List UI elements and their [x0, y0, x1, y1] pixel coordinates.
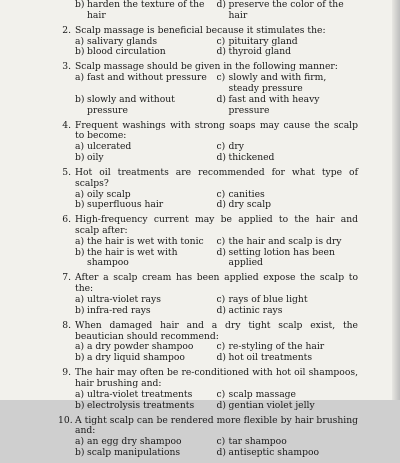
- option-row: [75, 73, 358, 95]
- option-letter: d): [216, 352, 226, 364]
- answer-option: [75, 95, 217, 117]
- option-letter: d): [216, 399, 226, 411]
- option-letter: d): [216, 199, 226, 211]
- option-letter: d): [216, 246, 226, 258]
- answer-option: [217, 200, 359, 211]
- option-letter: c): [216, 436, 226, 448]
- answer-option: [75, 0, 217, 22]
- option-text: thyroid gland: [228, 46, 292, 58]
- question-stem: [58, 368, 358, 390]
- option-letter: b): [75, 151, 85, 163]
- answer-options: [75, 142, 358, 164]
- option-letter: d): [216, 93, 226, 105]
- option-text: pituitary gland: [228, 35, 298, 47]
- answer-options: [75, 237, 358, 269]
- question-text: Hot oil treatments are recommended for what type of scalps?: [75, 166, 358, 189]
- option-letter: b): [75, 399, 85, 411]
- option-letter: a): [75, 188, 85, 200]
- question-number: 4.: [62, 119, 71, 131]
- option-text: ulcerated: [87, 141, 132, 153]
- option-letter: c): [216, 35, 226, 47]
- option-letter: c): [216, 341, 226, 353]
- question-number: 7.: [62, 272, 71, 284]
- option-letter: d): [216, 151, 226, 163]
- question-number: 2.: [62, 24, 71, 36]
- question-item: [58, 215, 358, 269]
- option-letter: a): [75, 388, 85, 400]
- option-text: fast and with heavy pressure: [228, 93, 320, 116]
- option-letter: a): [75, 235, 85, 247]
- question-number: 9.: [62, 367, 71, 379]
- answer-option: [217, 353, 359, 364]
- option-letter: d): [216, 446, 226, 458]
- option-row: [75, 390, 358, 401]
- answer-option: [217, 248, 359, 270]
- option-row: [75, 200, 358, 211]
- option-text: oily scalp: [87, 188, 131, 200]
- answer-option: [217, 401, 359, 412]
- question-item: [58, 168, 358, 211]
- answer-option: [75, 248, 217, 270]
- option-text: the hair and scalp is dry: [228, 235, 342, 247]
- answer-option: [217, 306, 359, 317]
- option-text: canities: [228, 188, 265, 200]
- answer-option: [75, 353, 217, 364]
- option-row: [75, 47, 358, 58]
- option-text: rays of blue light: [228, 294, 308, 306]
- option-text: infra-red rays: [87, 304, 151, 316]
- option-letter: b): [75, 352, 85, 364]
- option-letter: c): [216, 388, 226, 400]
- option-letter: b): [75, 46, 85, 58]
- answer-option: [217, 73, 359, 95]
- option-row: [75, 306, 358, 317]
- question-item: [58, 121, 358, 164]
- option-text: dry: [228, 141, 244, 153]
- page-edge-shadow: [392, 0, 400, 400]
- question-text: When damaged hair and a dry tight scalp exist, the beautician should recommend:: [75, 319, 358, 342]
- option-row: [75, 448, 358, 459]
- answer-option: [75, 47, 217, 58]
- option-letter: b): [75, 446, 85, 458]
- question-item: [58, 62, 358, 116]
- option-letter: a): [75, 294, 85, 306]
- option-row: [75, 248, 358, 270]
- option-text: dry scalp: [228, 199, 272, 211]
- answer-option: [217, 448, 359, 459]
- answer-options: [75, 190, 358, 212]
- answer-option: [217, 390, 359, 401]
- question-text: Scalp massage is beneficial because it stimulates the:: [75, 24, 326, 36]
- question-stem: [58, 168, 358, 190]
- answer-options: [75, 73, 358, 116]
- option-text: gentian violet jelly: [228, 399, 315, 411]
- option-text: a dry powder shampoo: [87, 341, 194, 353]
- option-text: oily: [87, 151, 104, 163]
- option-letter: c): [216, 235, 226, 247]
- answer-option: [217, 95, 359, 117]
- option-row: [75, 153, 358, 164]
- question-number: 8.: [62, 319, 71, 331]
- question-list: [58, 0, 358, 463]
- option-letter: c): [216, 141, 226, 153]
- answer-options: [75, 342, 358, 364]
- answer-option: [217, 0, 359, 22]
- question-item: [58, 368, 358, 411]
- option-text: blood circulation: [87, 46, 166, 58]
- question-text: After a scalp cream has been applied expose the scalp to the:: [75, 272, 358, 295]
- question-stem: [58, 26, 358, 37]
- question-item: [58, 321, 358, 364]
- question-stem: [58, 416, 358, 438]
- option-letter: c): [216, 188, 226, 200]
- answer-option: [217, 47, 359, 58]
- option-letter: b): [75, 304, 85, 316]
- answer-option: [75, 401, 217, 412]
- question-number: 6.: [62, 214, 71, 226]
- answer-options: [75, 295, 358, 317]
- question-text: Frequent washings with strong soaps may cause the scalp to become:: [75, 119, 358, 142]
- question-stem: [58, 121, 358, 143]
- option-text: scalp manipulations: [87, 446, 181, 458]
- question-item: [58, 26, 358, 58]
- answer-options: [75, 437, 358, 459]
- answer-options: [75, 0, 358, 22]
- option-letter: a): [75, 341, 85, 353]
- option-text: tar shampoo: [228, 436, 287, 448]
- option-text: fast and without pressure: [87, 72, 207, 84]
- option-text: salivary glands: [87, 35, 158, 47]
- option-text: the hair is wet with shampoo: [87, 246, 178, 269]
- option-text: thickened: [228, 151, 275, 163]
- answer-option: [75, 448, 217, 459]
- option-text: antiseptic shampoo: [228, 446, 320, 458]
- option-text: preserve the color of the hair: [228, 0, 344, 21]
- option-letter: a): [75, 141, 85, 153]
- option-letter: d): [216, 304, 226, 316]
- answer-option: [217, 153, 359, 164]
- option-letter: b): [75, 0, 85, 10]
- option-row: [75, 0, 358, 22]
- option-text: slowly and without pressure: [87, 93, 175, 116]
- answer-options: [75, 37, 358, 59]
- question-item: [58, 416, 358, 459]
- question-number: 5.: [62, 166, 71, 178]
- question-item: [58, 0, 358, 22]
- option-text: setting lotion has been applied: [228, 246, 335, 269]
- answer-option: [75, 390, 217, 401]
- option-letter: a): [75, 436, 85, 448]
- option-text: ultra-violet treatments: [87, 388, 193, 400]
- question-number: 3.: [62, 61, 71, 73]
- question-text: High-frequency current may be applied to the hair and scalp after:: [75, 214, 358, 237]
- answer-option: [75, 306, 217, 317]
- answer-options: [75, 390, 358, 412]
- option-text: slowly and with firm, steady pressure: [228, 72, 327, 94]
- question-stem: [58, 321, 358, 343]
- option-row: [75, 353, 358, 364]
- question-item: [58, 273, 358, 316]
- question-stem: [58, 273, 358, 295]
- question-text: Scalp massage should be given in the following manner:: [75, 61, 338, 73]
- option-letter: b): [75, 246, 85, 258]
- question-text: A tight scalp can be rendered more flexible by hair brushing and:: [75, 414, 358, 437]
- option-letter: d): [216, 46, 226, 58]
- option-row: [75, 95, 358, 117]
- option-letter: b): [75, 93, 85, 105]
- option-text: electrolysis treatments: [87, 399, 195, 411]
- option-text: superfluous hair: [87, 199, 164, 211]
- option-row: [75, 401, 358, 412]
- option-letter: a): [75, 35, 85, 47]
- answer-option: [75, 153, 217, 164]
- option-text: ultra-violet rays: [87, 294, 161, 306]
- option-text: an egg dry shampoo: [87, 436, 182, 448]
- option-text: harden the texture of the hair: [87, 0, 205, 21]
- option-text: actinic rays: [228, 304, 283, 316]
- question-number: 10.: [58, 414, 73, 426]
- option-text: a dry liquid shampoo: [87, 352, 185, 364]
- option-text: scalp massage: [228, 388, 296, 400]
- option-letter: b): [75, 199, 85, 211]
- question-text: The hair may often be re-conditioned with hot oil shampoos, hair brushing and:: [75, 367, 358, 389]
- option-letter: c): [216, 72, 226, 84]
- option-letter: c): [216, 294, 226, 306]
- option-text: the hair is wet with tonic: [87, 235, 204, 247]
- option-letter: d): [216, 0, 226, 10]
- answer-option: [75, 73, 217, 95]
- question-stem: [58, 215, 358, 237]
- option-letter: a): [75, 72, 85, 84]
- option-text: re-styling of the hair: [228, 341, 325, 353]
- answer-option: [75, 200, 217, 211]
- option-text: hot oil treatments: [228, 352, 313, 364]
